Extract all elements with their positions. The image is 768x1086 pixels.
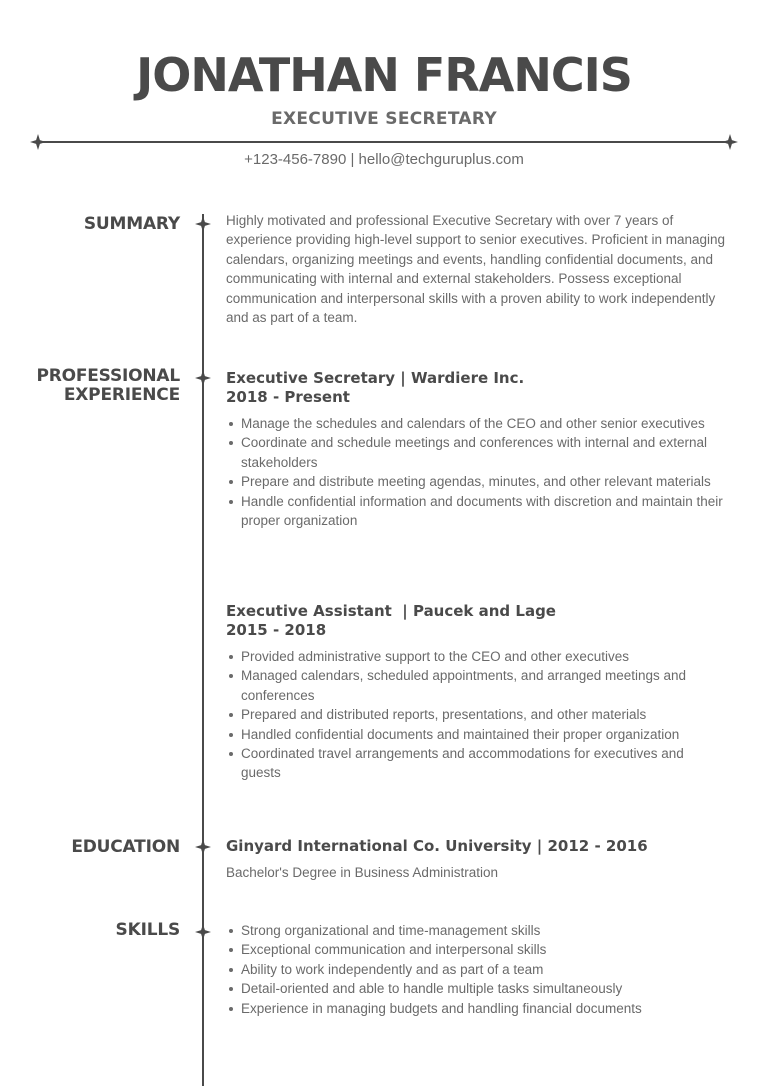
list-item: Handle confidential information and documents with discretion and maintain their proper organization (226, 492, 726, 531)
job-entry (226, 602, 726, 783)
list-item: Strong organizational and time-management skills (226, 921, 726, 940)
contact-info: +123-456-7890 | hello@techguruplus.com (244, 151, 524, 168)
job-title: Executive Secretary | Wardiere Inc. (226, 369, 525, 387)
education-institution: Ginyard International Co. University | 2012 - 2016 (226, 837, 648, 855)
job-entry (226, 369, 726, 530)
job-dates: 2015 - 2018 (226, 621, 327, 639)
list-item: Detail-oriented and able to handle multiple tasks simultaneously (226, 979, 726, 998)
header-divider (40, 141, 730, 143)
right-star-ornament-icon (722, 134, 738, 150)
list-item: Prepare and distribute meeting agendas, minutes, and other relevant materials (226, 472, 726, 491)
skills-heading: SKILLS (115, 920, 180, 940)
experience-heading-line1: PROFESSIONAL (36, 366, 180, 386)
job-duties-list (226, 647, 726, 783)
experience-heading-line2: EXPERIENCE (63, 385, 180, 405)
experience-heading (0, 367, 180, 405)
list-item: Exceptional communication and interpersonal skills (226, 940, 726, 959)
list-item: Prepared and distributed reports, presentations, and other materials (226, 705, 726, 724)
education-entry (226, 837, 726, 882)
list-item: Provided administrative support to the CEO and other executives (226, 647, 726, 666)
candidate-name: JONATHAN FRANCIS (136, 48, 632, 102)
timeline-line (202, 214, 204, 1086)
candidate-title: EXECUTIVE SECRETARY (271, 109, 497, 129)
education-star-icon (195, 839, 211, 855)
education-degree: Bachelor's Degree in Business Administration (226, 865, 498, 880)
skills-entry (226, 914, 726, 1018)
summary-star-icon (195, 216, 211, 232)
education-heading: EDUCATION (71, 837, 180, 857)
job-duties-list (226, 414, 726, 530)
job-title: Executive Assistant | Paucek and Lage (226, 602, 556, 620)
list-item: Coordinated travel arrangements and accommodations for executives and guests (226, 744, 726, 783)
list-item: Manage the schedules and calendars of the CEO and other senior executives (226, 414, 726, 433)
skills-list (226, 921, 726, 1018)
list-item: Ability to work independently and as part of a team (226, 960, 726, 979)
list-item: Managed calendars, scheduled appointments, and arranged meetings and conferences (226, 666, 726, 705)
summary-heading: SUMMARY (83, 214, 180, 234)
job-dates: 2018 - Present (226, 388, 350, 406)
list-item: Experience in managing budgets and handling financial documents (226, 999, 726, 1018)
list-item: Coordinate and schedule meetings and conferences with internal and external stakeholders (226, 433, 726, 472)
skills-star-icon (195, 924, 211, 940)
experience-star-icon (195, 370, 211, 386)
summary-text: Highly motivated and professional Executive Secretary with over 7 years of experience providing high-level support to senior executives. Proficient in managing calendars, organizing meetings and events, handling confidential documents, and communicating with internal and external stakeholders. Possess exceptional communication and interpersonal skills with a proven ability to work independently and as part of a team. (226, 213, 726, 326)
list-item: Handled confidential documents and maintained their proper organization (226, 725, 726, 744)
